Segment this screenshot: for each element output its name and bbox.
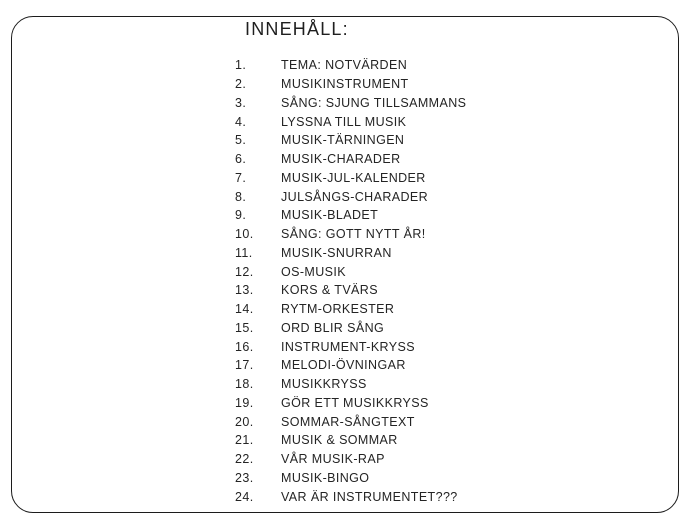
toc-item xyxy=(235,281,466,300)
toc-item-label: MUSIK-BINGO xyxy=(281,470,370,485)
toc-item-number: 1. xyxy=(235,58,247,73)
toc-item-number: 18. xyxy=(235,377,254,392)
toc-item xyxy=(235,225,466,244)
toc-item-label: GÖR ETT MUSIKKRYSS xyxy=(281,395,429,410)
toc-item xyxy=(235,206,466,225)
toc-item xyxy=(235,469,466,488)
toc-item-label: MUSIK & SOMMAR xyxy=(281,433,398,448)
toc-item-label: JULSÅNGS-CHARADER xyxy=(281,189,429,204)
toc-item-number: 21. xyxy=(235,433,254,448)
toc-item-label: MUSIKINSTRUMENT xyxy=(281,77,409,92)
toc-item-label: MUSIK-TÄRNINGEN xyxy=(281,133,405,148)
toc-item xyxy=(235,169,466,188)
toc-item-label: SOMMAR-SÅNGTEXT xyxy=(281,414,415,429)
toc-item xyxy=(235,94,466,113)
toc-item xyxy=(235,375,466,394)
toc-item-number: 9. xyxy=(235,208,247,223)
toc-item-number: 13. xyxy=(235,283,254,298)
toc-item-label: LYSSNA TILL MUSIK xyxy=(281,114,407,129)
toc-item xyxy=(235,187,466,206)
toc-item-number: 11. xyxy=(235,245,253,260)
toc-item-label: SÅNG: GOTT NYTT ÅR! xyxy=(281,227,426,242)
toc-item-number: 5. xyxy=(235,133,247,148)
toc-item xyxy=(235,112,466,131)
toc-item xyxy=(235,319,466,338)
toc-item-label: MUSIK-CHARADER xyxy=(281,152,401,167)
toc-item-number: 17. xyxy=(235,358,254,373)
toc-item-label: MUSIK-SNURRAN xyxy=(281,245,392,260)
toc-item-number: 22. xyxy=(235,452,254,467)
toc-item-number: 10. xyxy=(235,227,254,242)
toc-item-number: 8. xyxy=(235,189,247,204)
toc-item xyxy=(235,56,466,75)
toc-item-label: TEMA: NOTVÄRDEN xyxy=(281,58,408,73)
toc-item-number: 24. xyxy=(235,489,254,504)
toc-item xyxy=(235,394,466,413)
toc-item-number: 16. xyxy=(235,339,254,354)
toc-item-number: 12. xyxy=(235,264,254,279)
toc-item xyxy=(235,337,466,356)
toc-item-label: VÅR MUSIK-RAP xyxy=(281,452,385,467)
toc-item-label: RYTM-ORKESTER xyxy=(281,302,395,317)
toc-item-label: MUSIK-JUL-KALENDER xyxy=(281,170,426,185)
toc-item-number: 23. xyxy=(235,470,254,485)
toc-item-label: ORD BLIR SÅNG xyxy=(281,320,385,335)
toc-item-label: VAR ÄR INSTRUMENTET??? xyxy=(281,489,458,504)
toc-item xyxy=(235,431,466,450)
toc-item-label: MELODI-ÖVNINGAR xyxy=(281,358,406,373)
toc-item-label: MUSIK-BLADET xyxy=(281,208,379,223)
toc-item-label: KORS & TVÄRS xyxy=(281,283,378,298)
page-title: INNEHÅLL: xyxy=(245,19,349,39)
toc-item xyxy=(235,131,466,150)
toc-item xyxy=(235,450,466,469)
toc-item xyxy=(235,300,466,319)
toc-item-number: 4. xyxy=(235,114,247,129)
toc-item xyxy=(235,356,466,375)
toc-item-label: INSTRUMENT-KRYSS xyxy=(281,339,415,354)
toc-item-label: MUSIKKRYSS xyxy=(281,377,367,392)
toc-item-number: 14. xyxy=(235,302,254,317)
toc-item-label: SÅNG: SJUNG TILLSAMMANS xyxy=(281,95,467,110)
toc-item-number: 2. xyxy=(235,77,247,92)
toc-item-number: 6. xyxy=(235,152,247,167)
toc-item xyxy=(235,412,466,431)
toc-item xyxy=(235,244,466,263)
toc-item xyxy=(235,262,466,281)
toc-item-number: 15. xyxy=(235,320,254,335)
toc-item xyxy=(235,150,466,169)
toc-list xyxy=(235,56,466,506)
toc-item-number: 7. xyxy=(235,170,247,185)
toc-item-number: 3. xyxy=(235,95,247,110)
toc-item xyxy=(235,487,466,506)
toc-item xyxy=(235,75,466,94)
toc-item-label: OS-MUSIK xyxy=(281,264,347,279)
toc-item-number: 19. xyxy=(235,395,254,410)
toc-item-number: 20. xyxy=(235,414,254,429)
